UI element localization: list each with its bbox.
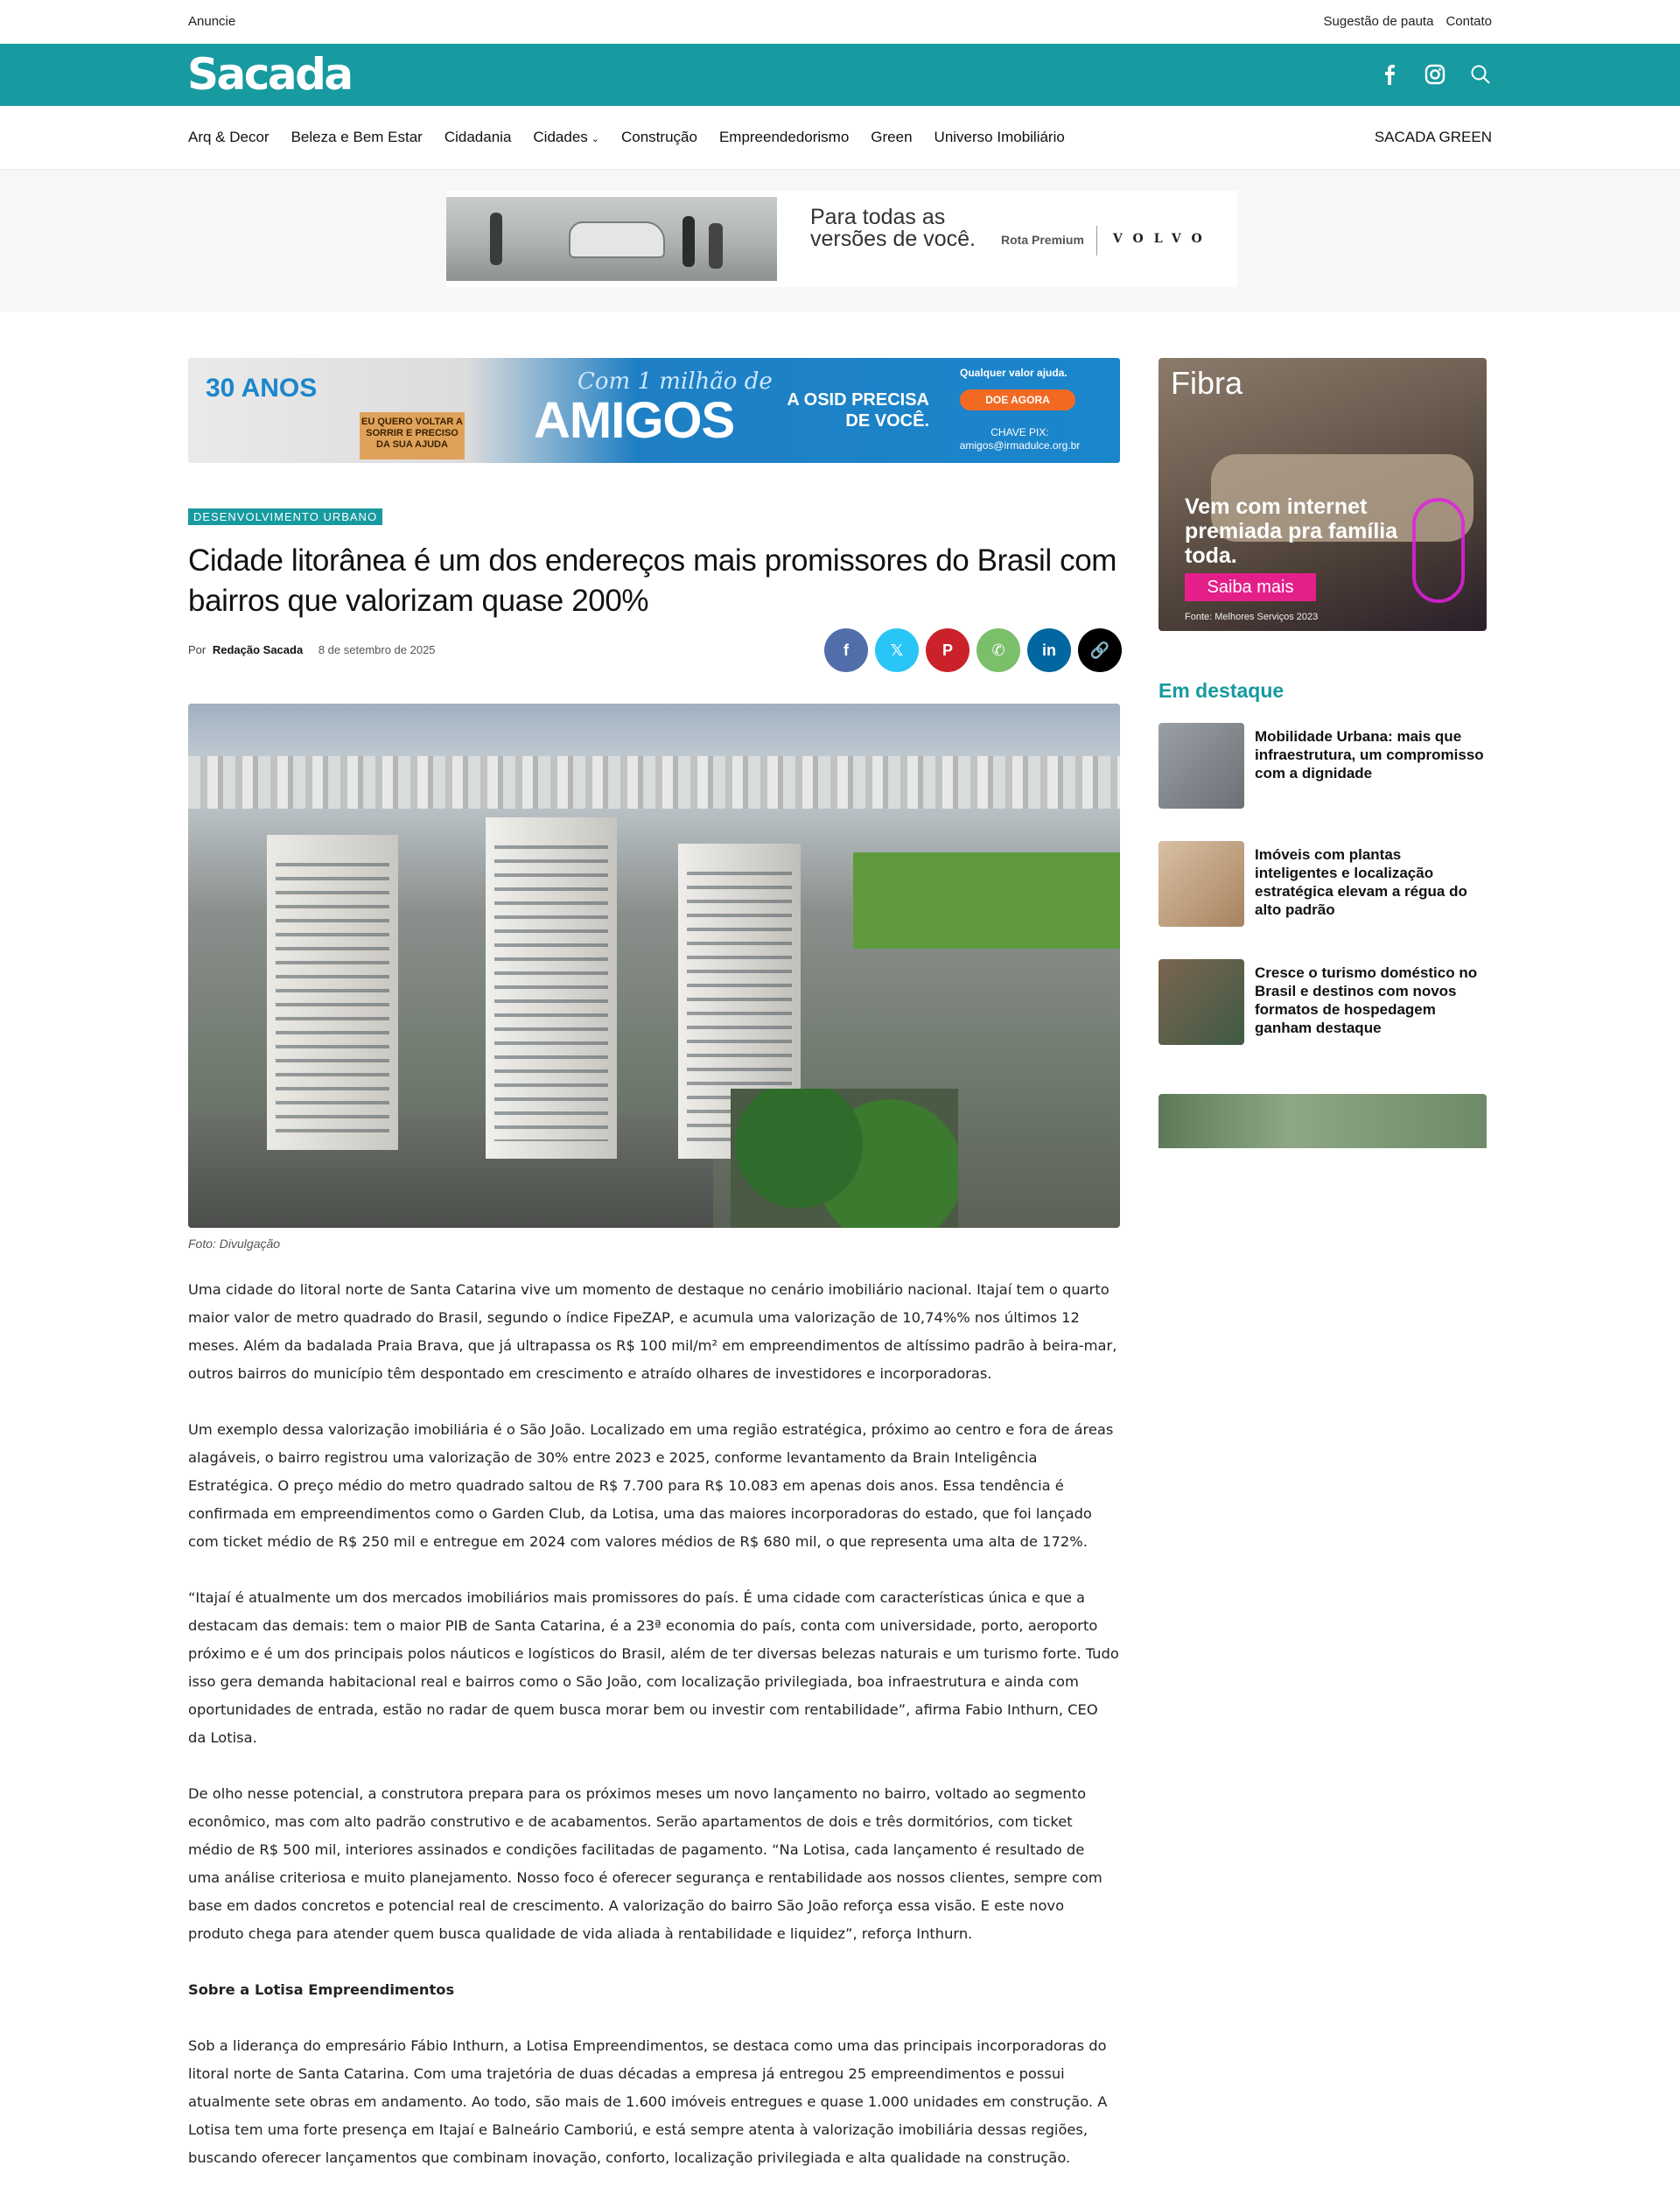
main-nav <box>0 106 1680 170</box>
paragraph: Sob a liderança do empresário Fábio Inthurn, a Lotisa Empreendimentos, se destaca como uma das principais incorporadoras do litoral norte de Santa Catarina. Com uma trajetória de duas décadas a empresa já entregou 25 empreendimentos e possui atualmente sete obras em andamento. Ao todo, são mais de 1.600 imóveis entregues e quase 1.000 unidades em construção. A Lotisa tem uma forte presença em Itajaí e Balneário Camboriú, e está sempre atenta à valorização imobiliária dessas regiões, buscando oferecer lançamentos que combinam inovação, conforto, localização privilegiada e alta qualidade na construção. <box>188 2037 1108 2166</box>
nav-item-green[interactable]: Green <box>871 129 913 145</box>
image-caption: Foto: Divulgação <box>188 1237 281 1251</box>
ad-photo <box>446 197 777 281</box>
byline-prefix: Por <box>188 643 206 656</box>
featured-thumbnail[interactable] <box>1158 959 1244 1045</box>
chevron-down-icon: ⌄ <box>591 134 599 144</box>
share-buttons <box>824 628 1122 672</box>
fibra-logo: Fibra <box>1171 365 1243 401</box>
ad-brand: VOLVO <box>1112 232 1213 246</box>
site-header <box>0 44 1680 106</box>
ad-light-trail <box>1412 498 1465 603</box>
paragraph: Uma cidade do litoral norte de Santa Catarina vive um momento de destaque no cenário imobiliário nacional. Itajaí tem o quarto maior valor de metro quadrado do Brasil, segundo o índice FipeZAP, e acumula uma valorização de 10,74%% nos últimos 12 meses. Além da badalada Praia Brava, que já ultrapassa os R$ 100 mil/m² em empreendimentos de altíssimo padrão à beira-mar, outros bairros do município têm despontado em crescimento e atraído olhares de investidores e incorporadoras. <box>188 1281 1117 1382</box>
ad-figure <box>709 223 723 269</box>
ad-osid-text: A OSID PRECISA DE VOCÊ. <box>787 390 929 431</box>
search-icon[interactable] <box>1469 63 1492 86</box>
subheading: Sobre a Lotisa Empreendimentos <box>188 1981 455 1998</box>
sidebar-ad-partial[interactable] <box>1158 1094 1487 1148</box>
hero-tower <box>486 817 617 1159</box>
category-badge[interactable]: DESENVOLVIMENTO URBANO <box>188 508 382 525</box>
ad-tagline: Para todas as versões de você. <box>810 205 976 251</box>
nav-item-empreendedorismo[interactable]: Empreendedorismo <box>718 129 850 145</box>
linkedin-share-button[interactable]: in <box>1027 628 1071 672</box>
paragraph: “Itajaí é atualmente um dos mercados imobiliários mais promissores do país. É uma cidade com características única e que a destacam das demais: tem o maior PIB de Santa Catarina, é a 23ª economia do país, conta com universidade, porto, aeroporto próximo e é um dos principais polos náuticos e logísticos do Brasil, além de ter diversas belezas naturais e um turismo forte. Tudo isso gera demanda habitacional real e bairros como o São João, com localização privilegiada, boa infraestrutura e ainda com oportunidades de entrada, estão no radar de quem busca morar bem ou investir com rentabilidade”, afirma Fabio Inthurn, CEO da Lotisa. <box>188 1589 1119 1746</box>
ad-car <box>569 221 665 258</box>
nav-item-universo-imobiliario[interactable]: Universo Imobiliário <box>934 129 1065 145</box>
x-share-button[interactable]: 𝕏 <box>875 628 919 672</box>
nav-menu <box>188 129 1065 146</box>
fibra-cta-button[interactable]: Saiba mais <box>1185 573 1316 601</box>
nav-item-beleza[interactable]: Beleza e Bem Estar <box>290 129 423 145</box>
facebook-share-button[interactable]: f <box>824 628 868 672</box>
featured-title[interactable]: Imóveis com plantas inteligentes e localização estratégica elevam a régua do alto padrão <box>1255 846 1467 918</box>
nav-item-cidades[interactable] <box>533 129 599 146</box>
fibra-headline: Vem com internet premiada pra família toda. <box>1185 494 1398 568</box>
volvo-ad[interactable] <box>446 191 1237 287</box>
suggest-story-link[interactable]: Sugestão de pauta <box>1323 14 1434 29</box>
fibra-source: Fonte: Melhores Serviços 2023 <box>1185 612 1319 622</box>
featured-heading: Em destaque <box>1158 679 1284 702</box>
instagram-icon[interactable] <box>1424 63 1446 86</box>
ad-figure <box>490 213 502 265</box>
tower-windows <box>494 835 608 1141</box>
featured-title[interactable]: Cresce o turismo doméstico no Brasil e destinos com novos formatos de hospedagem ganham destaque <box>1255 964 1478 1036</box>
paragraph: Um exemplo dessa valorização imobiliária é o São João. Localizado em uma região estratégica, próximo ao centro e fora de áreas alagáveis, o bairro registrou uma valorização de 30% entre 2023 e 2025, conforme levantamento da Brain Inteligência Estratégica. O preço médio do metro quadrado saltou de R$ 7.700 para R$ 10.083 em apenas dois anos. Essa tendência é confirmada em empreendimentos como o Garden Club, da Lotisa, uma das maiores incorporadoras do estado, que foi lançado com ticket médio de R$ 250 mil e entregue em 2024 com valores médios de R$ 680 mil, o que representa uma alta de 172%. <box>188 1421 1114 1550</box>
ad-com-text: Com 1 milhão de <box>578 368 773 395</box>
ad-30-years: 30 ANOS <box>206 374 318 403</box>
nav-item-construcao[interactable]: Construção <box>621 129 697 145</box>
hero-field <box>853 852 1120 949</box>
author-link[interactable]: Redação Sacada <box>212 643 304 656</box>
hero-trees <box>731 1089 958 1228</box>
ad-figure <box>682 216 695 267</box>
ad-divider <box>1096 226 1097 256</box>
hero-skyline <box>188 756 1120 809</box>
ad-any-amount: Qualquer valor ajuda. <box>960 367 1068 379</box>
fibra-sidebar-ad[interactable] <box>1158 358 1487 631</box>
ad-pix-key: amigos@irmadulce.org.br <box>959 439 1081 452</box>
top-utility-bar <box>0 0 1680 44</box>
featured-thumbnail[interactable] <box>1158 723 1244 809</box>
top-ad-strip <box>0 170 1680 312</box>
article-body <box>188 1276 1120 2200</box>
advertise-link[interactable]: Anuncie <box>188 14 236 29</box>
article-title: Cidade litorânea é um dos endereços mais promissores do Brasil com bairros que valorizam quase 200% <box>188 543 1117 618</box>
ad-pix <box>956 426 1083 452</box>
featured-title[interactable]: Mobilidade Urbana: mais que infraestrutura, um compromisso com a dignidade <box>1255 728 1484 782</box>
featured-thumbnail[interactable] <box>1158 841 1244 927</box>
donate-button[interactable]: DOE AGORA <box>960 389 1075 410</box>
featured-item[interactable] <box>1158 841 1487 927</box>
site-logo[interactable]: Sacada <box>187 49 352 100</box>
utility-links <box>1324 14 1493 29</box>
featured-item[interactable] <box>1158 959 1487 1045</box>
contact-link[interactable]: Contato <box>1446 14 1492 29</box>
article-meta <box>188 643 436 656</box>
facebook-icon[interactable] <box>1378 63 1401 86</box>
hero-tower <box>267 835 398 1150</box>
amigos-banner-ad[interactable] <box>188 358 1120 463</box>
ad-rota: Rota Premium <box>1001 233 1084 247</box>
ad-pix-label: CHAVE PIX: <box>990 426 1049 438</box>
article-hero-image <box>188 704 1120 1228</box>
nav-item-sacada-green[interactable]: SACADA GREEN <box>1374 129 1492 145</box>
paragraph: De olho nesse potencial, a construtora prepara para os próximos meses um novo lançamento no bairro, voltado ao segmento econômico, mas com alto padrão construtivo e de acabamentos. Serão apartamentos de dois e três dormitórios, com ticket médio de R$ 500 mil, interiores assinados e condições facilitadas de pagamento. “Na Lotisa, cada lançamento é resultado de uma análise criteriosa e muito planejamento. Nosso foco é oferecer segurança e rentabilidade aos nossos clientes, sempre com base em dados concretos e potencial real de crescimento. A valorização do bairro São João reforça essa visão. E este novo produto chega para atender quem busca qualidade de vida aliada à rentabilidade e liquidez”, reforça Inthurn. <box>188 1785 1102 1942</box>
copy-link-share-button[interactable]: 🔗 <box>1078 628 1122 672</box>
nav-item-cidades-label: Cidades <box>533 129 588 145</box>
tower-windows <box>276 852 389 1132</box>
header-icons <box>1378 63 1492 86</box>
pinterest-share-button[interactable]: P <box>926 628 970 672</box>
ad-help-sign: EU QUERO VOLTAR A SORRIR E PRECISO DA SUA AJUDA <box>360 412 465 459</box>
whatsapp-share-button[interactable]: ✆ <box>976 628 1020 672</box>
nav-item-cidadania[interactable]: Cidadania <box>444 129 512 145</box>
nav-item-arq-decor[interactable]: Arq & Decor <box>188 129 270 145</box>
ad-amigos-text: AMIGOS <box>534 392 735 449</box>
publish-date: 8 de setembro de 2025 <box>318 643 436 656</box>
featured-item[interactable] <box>1158 723 1487 809</box>
